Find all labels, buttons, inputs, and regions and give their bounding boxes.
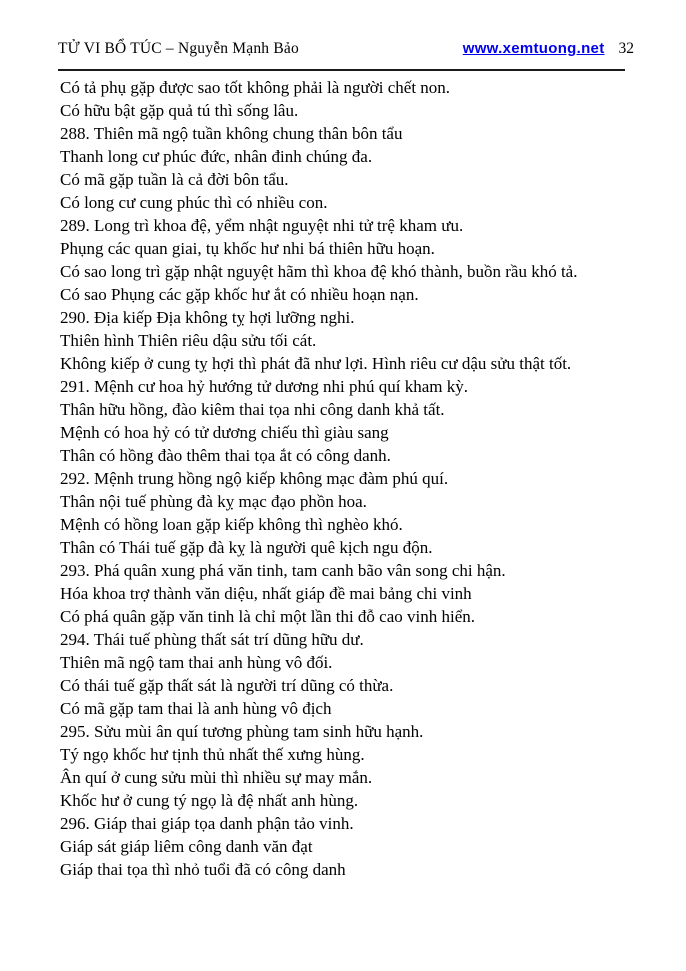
text-line: 292. Mệnh trung hồng ngộ kiếp không mạc đàm phú quí.	[60, 469, 449, 488]
text-line: Thân có hồng đào thêm thai tọa ắt có công danh.	[60, 446, 391, 465]
text-line: Thân có Thái tuế gặp đà kỵ là người quê kịch ngu độn.	[60, 538, 433, 557]
verse-text-block	[60, 76, 634, 881]
text-line: Thiên mã ngộ tam thai anh hùng vô đối.	[60, 653, 333, 672]
text-line: Tý ngọ khốc hư tịnh thủ nhất thế xưng hùng.	[60, 745, 365, 764]
page-header	[58, 40, 634, 58]
text-line: Có mã gặp tam thai là anh hùng vô địch	[60, 699, 332, 718]
text-line: Phụng các quan giai, tụ khốc hư nhi bá thiên hữu hoạn.	[60, 239, 435, 258]
text-line: 290. Địa kiếp Địa không tỵ hợi lưỡng nghi.	[60, 308, 355, 327]
page-number: 32	[618, 40, 634, 57]
text-line: Hóa khoa trợ thành văn diệu, nhất giáp đề mai bảng chi vinh	[60, 584, 472, 603]
text-line: Thân hữu hồng, đào kiêm thai tọa nhi công danh khả tất.	[60, 400, 445, 419]
header-divider	[58, 69, 625, 71]
text-line: Có hữu bật gặp quả tú thì sống lâu.	[60, 101, 299, 120]
text-line: Có sao Phụng các gặp khốc hư ắt có nhiều hoạn nạn.	[60, 285, 419, 304]
text-line: 291. Mệnh cư hoa hỷ hướng tử dương nhi phú quí kham kỳ.	[60, 377, 469, 396]
text-line: Thân nội tuế phùng đà kỵ mạc đạo phồn hoa.	[60, 492, 367, 511]
text-line: Thanh long cư phúc đức, nhân đinh chúng đa.	[60, 147, 373, 166]
text-line: 296. Giáp thai giáp tọa danh phận tảo vinh.	[60, 814, 354, 833]
text-line: Giáp sát giáp liêm công danh văn đạt	[60, 837, 313, 856]
text-line: Có long cư cung phúc thì có nhiều con.	[60, 193, 328, 212]
website-link[interactable]: www.xemtuong.net	[462, 40, 605, 57]
text-line: 294. Thái tuế phùng thất sát trí dũng hữu dư.	[60, 630, 364, 649]
text-line: Có phá quân gặp văn tinh là chỉ một lần thi đỗ cao vinh hiển.	[60, 607, 475, 626]
text-line: 295. Sửu mùi ân quí tương phùng tam sinh hữu hạnh.	[60, 722, 424, 741]
text-line: Có thái tuế gặp thất sát là người trí dũng có thừa.	[60, 676, 394, 695]
header-right-group	[463, 40, 634, 58]
text-line: Không kiếp ở cung tỵ hợi thì phát đã như lợi. Hình riêu cư dậu sửu thật tốt.	[60, 354, 572, 373]
text-line: 289. Long trì khoa đệ, yểm nhật nguyệt nhi tử trệ kham ưu.	[60, 216, 464, 235]
text-line: 288. Thiên mã ngộ tuần không chung thân bôn tẩu	[60, 124, 403, 143]
document-title: TỬ VI BỔ TÚC – Nguyễn Mạnh Bảo	[58, 40, 299, 57]
text-line: Khốc hư ở cung tý ngọ là đệ nhất anh hùng.	[60, 791, 359, 810]
text-line: Giáp thai tọa thì nhỏ tuổi đã có công danh	[60, 860, 346, 879]
text-line: Mệnh có hoa hỷ có tử dương chiếu thì giàu sang	[60, 423, 389, 442]
text-line: 293. Phá quân xung phá văn tinh, tam canh bão vân song chi hận.	[60, 561, 506, 580]
text-line: Có tả phụ gặp được sao tốt không phải là người chết non.	[60, 78, 451, 97]
text-line: Ân quí ở cung sửu mùi thì nhiều sự may mắn.	[60, 768, 373, 787]
text-line: Thiên hình Thiên riêu dậu sửu tối cát.	[60, 331, 317, 350]
text-line: Mệnh có hồng loan gặp kiếp không thì nghèo khó.	[60, 515, 403, 534]
text-line: Có mã gặp tuần là cả đời bôn tẩu.	[60, 170, 289, 189]
text-line: Có sao long trì gặp nhật nguyệt hãm thì khoa đệ khó thành, buồn rầu khó tả.	[60, 262, 578, 281]
